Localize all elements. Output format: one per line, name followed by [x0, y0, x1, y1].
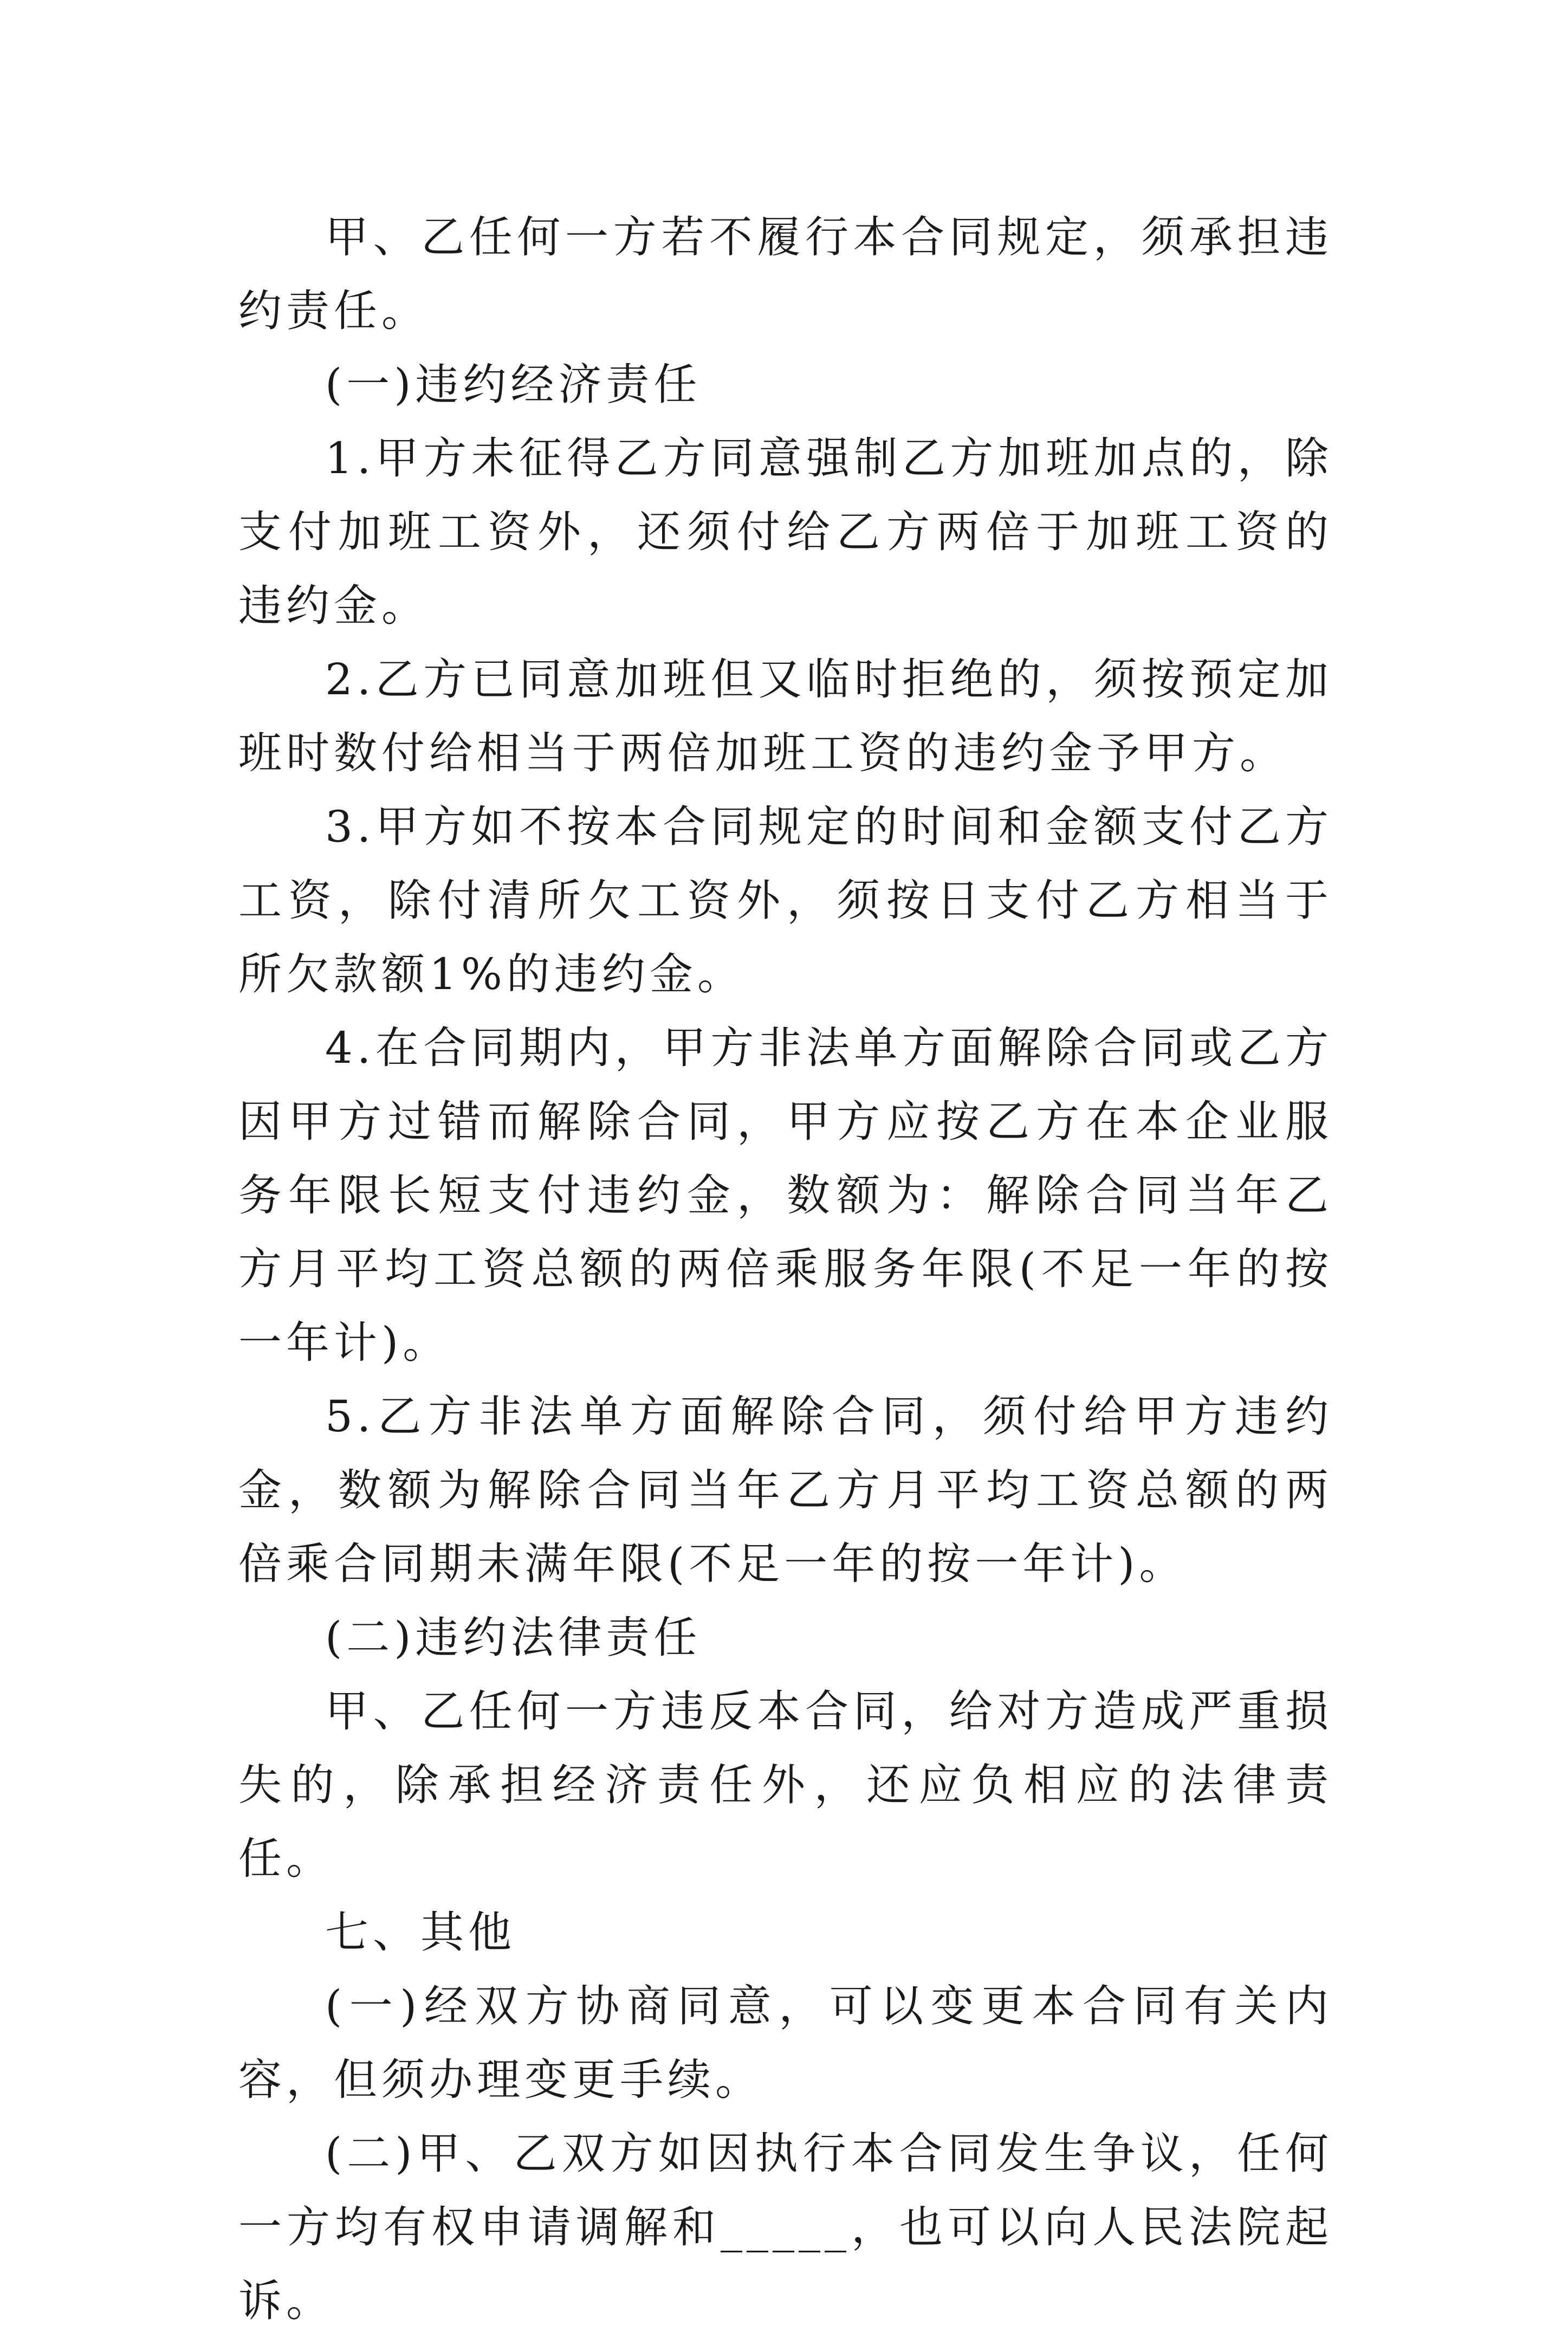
- heading-legal-liability: (二)违约法律责任: [325, 1612, 702, 1663]
- paragraph-item-2: 2.乙方已同意加班但又临时拒绝的，须按预定加班时数付给相当于两倍加班工资的违约金予甲方。: [238, 654, 1333, 778]
- paragraph-other-1: (一)经双方协商同意，可以变更本合同有关内容，但须办理变更手续。: [238, 1981, 1333, 2105]
- paragraph-item-3: 3.甲方如不按本合同规定的时间和金额支付乙方工资，除付清所欠工资外，须按日支付乙方相当于所欠款额1%的违约金。: [238, 802, 1333, 999]
- paragraph-breach-intro: 甲、乙任何一方若不履行本合同规定，须承担违约责任。: [238, 212, 1333, 336]
- paragraph-other-2: (二)甲、乙双方如因执行本合同发生争议，任何一方均有权申请调解和_____，也可以向人民法院起诉。: [238, 2128, 1333, 2326]
- paragraph-item-4: 4.在合同期内，甲方非法单方面解除合同或乙方因甲方过错而解除合同，甲方应按乙方在本企业服务年限长短支付违约金，数额为：解除合同当年乙方月平均工资总额的两倍乘服务年限(不足一年的按一年计)。: [238, 1023, 1333, 1368]
- paragraph-legal-liability: 甲、乙任何一方违反本合同，给对方造成严重损失的，除承担经济责任外，还应负相应的法律责任。: [238, 1686, 1333, 1884]
- heading-economic-liability: (一)违约经济责任: [325, 359, 702, 410]
- paragraph-item-1: 1.甲方未征得乙方同意强制乙方加班加点的，除支付加班工资外，还须付给乙方两倍于加班工资的违约金。: [238, 433, 1333, 631]
- heading-other: 七、其他: [325, 1907, 516, 1958]
- paragraph-item-5: 5.乙方非法单方面解除合同，须付给甲方违约金，数额为解除合同当年乙方月平均工资总额的两倍乘合同期未满年限(不足一年的按一年计)。: [238, 1391, 1333, 1589]
- document-body: [238, 201, 1333, 2338]
